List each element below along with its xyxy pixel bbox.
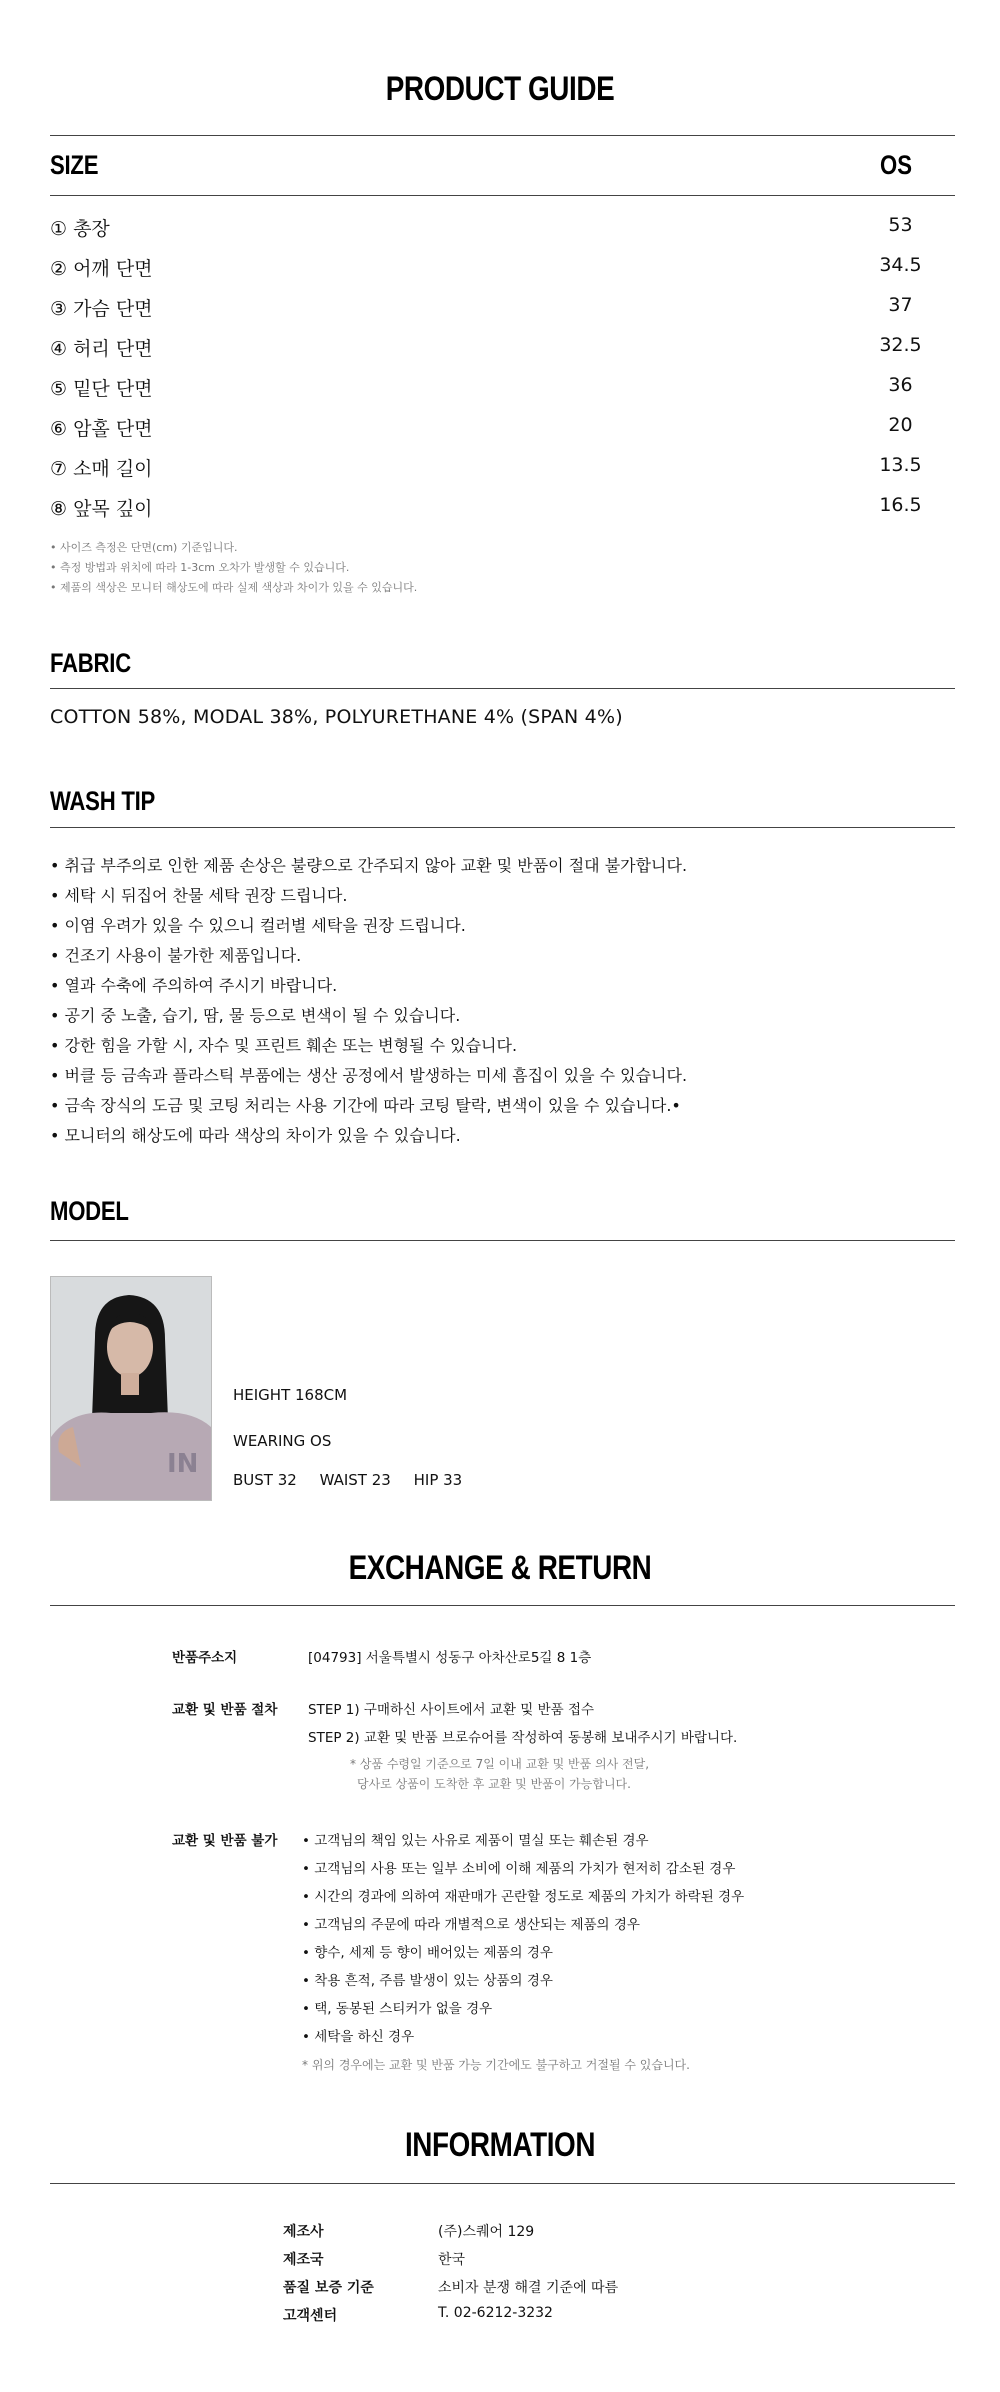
size-value: 34.5 xyxy=(879,254,922,276)
return-address: [04793] 서울특별시 성동구 아차산로5길 8 1층 xyxy=(308,1650,592,1666)
unavailable-item: • 고객님의 사용 또는 일부 소비에 이해 제품의 가치가 현저히 감소된 경우 xyxy=(302,1861,736,1877)
size-note: • 사이즈 측정은 단면(cm) 기준입니다. xyxy=(50,541,238,554)
info-value: T. 02-6212-3232 xyxy=(438,2305,553,2321)
product-guide-title: PRODUCT GUIDE xyxy=(385,70,615,108)
fabric-composition: COTTON 58%, MODAL 38%, POLYURETHANE 4% (SPAN 4%) xyxy=(50,706,623,728)
size-row xyxy=(50,374,955,414)
model-hip: HIP 33 xyxy=(413,1471,463,1489)
svg-text:IN: IN xyxy=(167,1449,199,1479)
size-value: 20 xyxy=(888,414,913,436)
unavailable-note: * 위의 경우에는 교환 및 반품 가능 기간에도 불구하고 거절될 수 있습니다. xyxy=(302,2058,690,2072)
size-row xyxy=(50,454,955,494)
size-value: 16.5 xyxy=(879,494,922,516)
model-measurements xyxy=(233,1471,462,1489)
unavailable-item: • 시간의 경과에 의하여 재판매가 곤란할 정도로 제품의 가치가 하락된 경우 xyxy=(302,1889,745,1905)
size-note: • 제품의 색상은 모니터 해상도에 따라 실제 색상과 차이가 있을 수 있습니다. xyxy=(50,581,418,594)
size-label: ③ 가슴 단면 xyxy=(50,298,153,320)
size-row xyxy=(50,334,955,374)
size-row xyxy=(50,494,955,534)
procedure-step-2: STEP 2) 교환 및 반품 브로슈어를 작성하여 동봉해 보내주시기 바랍니다. xyxy=(308,1730,738,1746)
wash-tip-item: • 공기 중 노출, 습기, 땀, 물 등으로 변색이 될 수 있습니다. xyxy=(50,1006,461,1025)
information-title: INFORMATION xyxy=(404,2126,596,2164)
model-bust: BUST 32 xyxy=(233,1471,297,1489)
procedure-step-1: STEP 1) 구매하신 사이트에서 교환 및 반품 접수 xyxy=(308,1702,595,1718)
model-height: HEIGHT 168CM xyxy=(233,1386,348,1404)
size-value: 53 xyxy=(888,214,913,236)
size-header: SIZE xyxy=(50,150,99,180)
size-label: ④ 허리 단면 xyxy=(50,338,153,360)
wash-tip-item: • 모니터의 해상도에 따라 색상의 차이가 있을 수 있습니다. xyxy=(50,1126,461,1145)
size-value: 37 xyxy=(888,294,913,316)
size-label: ② 어깨 단면 xyxy=(50,258,153,280)
info-label: 품질 보증 기준 xyxy=(283,2280,374,2296)
size-value: 36 xyxy=(888,374,913,396)
size-label: ① 총장 xyxy=(50,218,110,240)
size-label: ⑤ 밑단 단면 xyxy=(50,378,153,400)
info-label: 제조사 xyxy=(283,2224,324,2240)
info-value: 한국 xyxy=(438,2252,466,2268)
info-value: 소비자 분쟁 해결 기준에 따름 xyxy=(438,2280,619,2296)
model-photo xyxy=(50,1276,212,1501)
divider xyxy=(50,688,955,689)
procedure-note: * 상품 수령일 기준으로 7일 이내 교환 및 반품 의사 전달, xyxy=(350,1757,650,1771)
info-label: 제조국 xyxy=(283,2252,324,2268)
os-header: OS xyxy=(880,150,912,180)
size-row xyxy=(50,294,955,334)
unavailable-item: • 택, 동봉된 스티커가 없을 경우 xyxy=(302,2001,493,2017)
divider xyxy=(50,135,955,136)
unavailable-item: • 착용 흔적, 주름 발생이 있는 상품의 경우 xyxy=(302,1973,553,1989)
model-waist: WAIST 23 xyxy=(319,1471,391,1489)
wash-tip-item: • 건조기 사용이 불가한 제품입니다. xyxy=(50,946,302,965)
unavailable-item: • 향수, 세제 등 향이 배어있는 제품의 경우 xyxy=(302,1945,553,1961)
size-row xyxy=(50,214,955,254)
divider xyxy=(50,195,955,196)
divider xyxy=(50,1240,955,1241)
fabric-title: FABRIC xyxy=(50,648,131,678)
divider xyxy=(50,827,955,828)
wash-tip-item: • 이염 우려가 있을 수 있으니 컬러별 세탁을 권장 드립니다. xyxy=(50,916,466,935)
size-label: ⑥ 암홀 단면 xyxy=(50,418,153,440)
exchange-return-title: EXCHANGE & RETURN xyxy=(348,1549,652,1587)
size-row xyxy=(50,414,955,454)
wash-tip-item: • 버클 등 금속과 플라스틱 부품에는 생산 공정에서 발생하는 미세 흠집이 있을 수 있습니다. xyxy=(50,1066,688,1085)
wash-tip-item: • 열과 수축에 주의하여 주시기 바랍니다. xyxy=(50,976,338,995)
size-value: 13.5 xyxy=(879,454,922,476)
size-row xyxy=(50,254,955,294)
wash-tip-item: • 세탁 시 뒤집어 찬물 세탁 권장 드립니다. xyxy=(50,886,348,905)
divider xyxy=(50,1605,955,1606)
size-label: ⑧ 앞목 깊이 xyxy=(50,498,153,520)
size-label: ⑦ 소매 길이 xyxy=(50,458,153,480)
return-address-label: 반품주소지 xyxy=(172,1650,238,1666)
model-wearing: WEARING OS xyxy=(233,1432,332,1450)
unavailable-item: • 고객님의 주문에 따라 개별적으로 생산되는 제품의 경우 xyxy=(302,1917,640,1933)
procedure-note: 당사로 상품이 도착한 후 교환 및 반품이 가능합니다. xyxy=(357,1777,631,1791)
info-value: (주)스퀘어 129 xyxy=(438,2224,535,2240)
wash-tip-item: • 강한 힘을 가할 시, 자수 및 프린트 훼손 또는 변형될 수 있습니다. xyxy=(50,1036,518,1055)
wash-tip-item: • 취급 부주의로 인한 제품 손상은 불량으로 간주되지 않아 교환 및 반품이 절대 불가합니다. xyxy=(50,856,688,875)
size-value: 32.5 xyxy=(879,334,922,356)
unavailable-item: • 고객님의 책임 있는 사유로 제품이 멸실 또는 훼손된 경우 xyxy=(302,1833,649,1849)
divider xyxy=(50,2183,955,2184)
info-label: 고객센터 xyxy=(283,2308,338,2324)
wash-tip-item: • 금속 장식의 도금 및 코팅 처리는 사용 기간에 따라 코팅 탈락, 변색이 있을 수 있습니다.• xyxy=(50,1096,681,1115)
model-title: MODEL xyxy=(50,1196,129,1226)
procedure-label: 교환 및 반품 절차 xyxy=(172,1702,278,1718)
wash-tip-title: WASH TIP xyxy=(50,786,156,816)
unavailable-item: • 세탁을 하신 경우 xyxy=(302,2029,415,2045)
unavailable-label: 교환 및 반품 불가 xyxy=(172,1833,278,1849)
size-note: • 측정 방법과 위치에 따라 1-3cm 오차가 발생할 수 있습니다. xyxy=(50,561,350,574)
